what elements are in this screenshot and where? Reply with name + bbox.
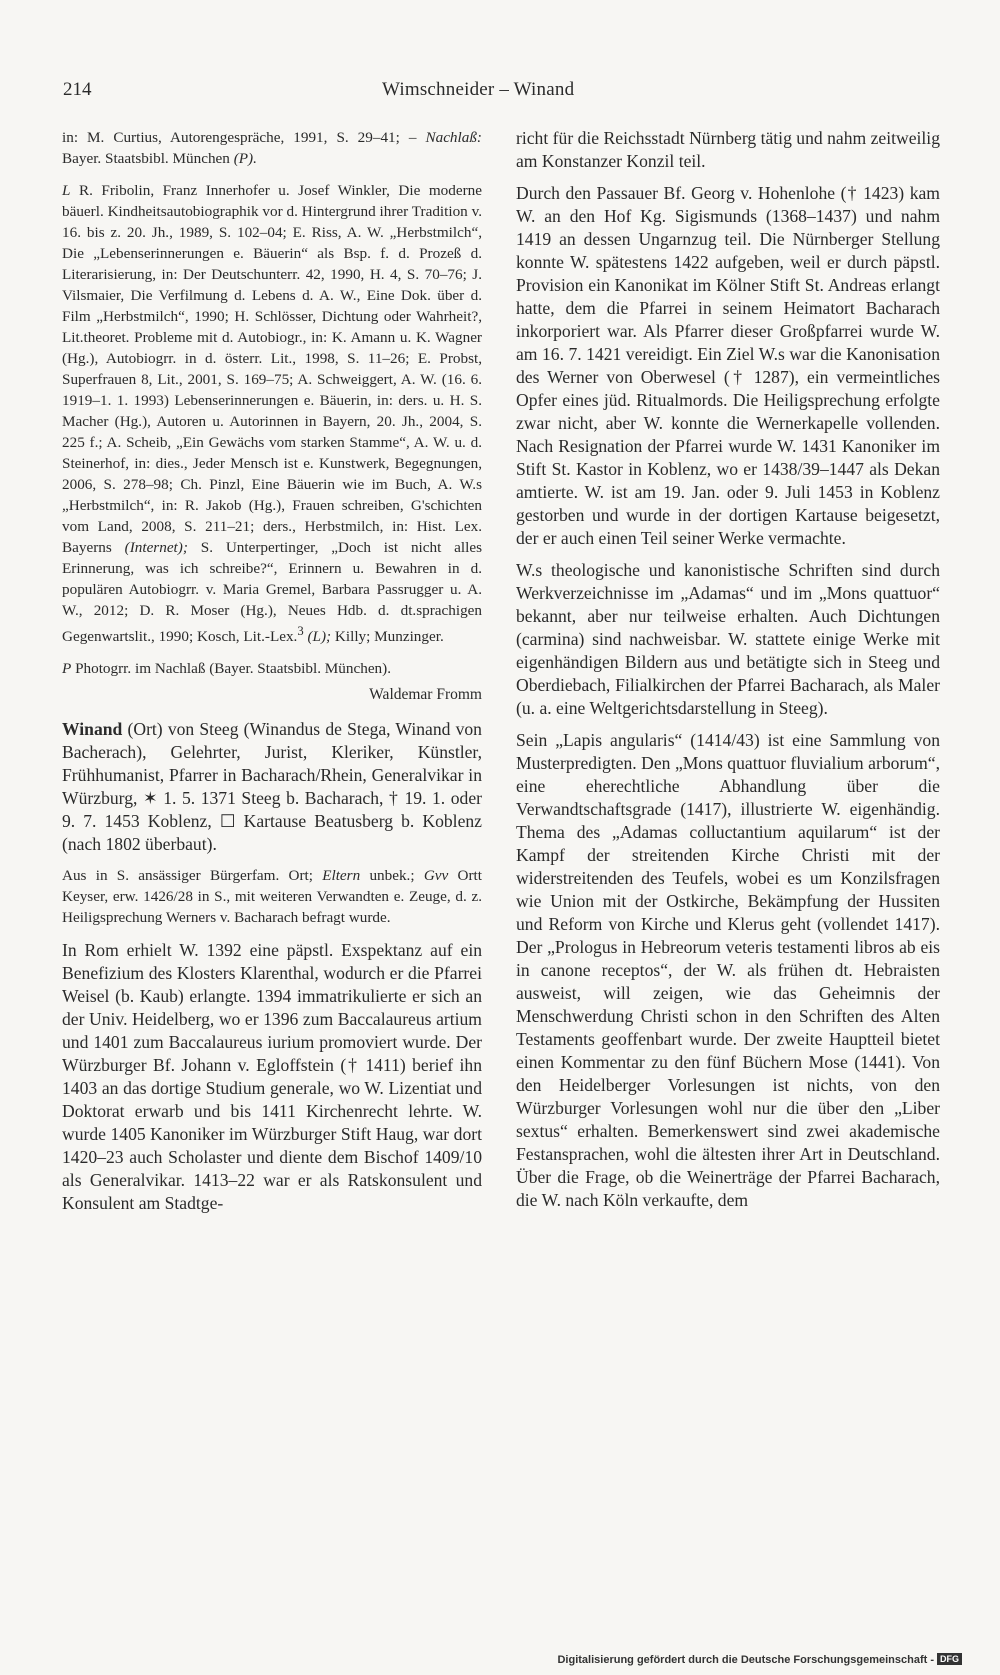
body-paragraph-4: W.s theologische und kanonistische Schriften sind durch Werkverzeichnisse im „Adamas“ und im „Mons quattuor“ bekannt, aber nur teilweise erhalten. Auch Dichtungen (carmina) sind nachweisbar. W. stattete einige Werke mit eigenhändigen Bildern aus und betätigte sich in Steeg und Oberdiebach, Filialkirchen der Pfarrei Bacharach, als Maler (u. a. eine Weltgerichtsdarstellung in Steeg). — [516, 560, 940, 718]
body-paragraph-2: richt für die Reichsstadt Nürnberg tätig und nahm zeitweilig am Konstanzer Konzil teil. — [516, 128, 940, 171]
digitization-footer — [557, 1653, 962, 1666]
literature-marker: L — [62, 182, 71, 199]
family-text-1: Aus in S. ansässiger Bürgerfam. Ort; — [62, 867, 313, 885]
dfg-logo: DFG — [937, 1653, 962, 1665]
author-signature: Waldemar Fromm — [369, 686, 482, 704]
literature-text-2: S. Unterpertinger, „Doch ist nicht alles Erinnerung, was ich schreibe?“, Erinnern u. Bewahren in d. populären Autobiogrr. v. Maria Gremel, Barbara Passrugger u. A. W., 2012; D. R. Moser (Hg.), Neues Hdb. d. dt.sprachigen Gegenwartslit., 1990; Kosch, Lit.-Lex. — [62, 539, 483, 646]
body-paragraph-1: In Rom erhielt W. 1392 eine päpstl. Exspektanz auf ein Benefizium des Klosters Klarenthal, wodurch er die Pfarrei Weisel (b. Kaub) erlangte. 1394 immatrikulierte er sich an der Univ. Heidelberg, wo er 1396 zum Baccalaureus artium und 1401 zum Baccalaureus iurium promoviert wurde. Der Würzburger Bf. Johann v. Egloffstein († 1411) berief ihn 1403 an das dortige Studium generale, wo W. Lizentiat und Doktorat erwarb und bis 1411 Kirchenrecht lehrte. W. wurde 1405 Kanoniker im Würzburger Stift Haug, war dort 1420–23 auch Scholaster und diente dem Bischof 1409/10 als Generalvikar. 1413–22 war er als Ratskonsulent und Konsulent am Stadtge- — [62, 940, 482, 1214]
literature-text-1: R. Fribolin, Franz Innerhofer u. Josef Winkler, Die moderne bäuerl. Kindheitsautobiographik vor d. Hintergrund ihrer Tradition v. 16. bis z. 20. Jh., 1989, S. 102–04; E. Riss, A. W. „Herbstmilch“, Die „Lebenserinnerungen e. Bäuerin“ als Bsp. f. d. Prozeß d. Literarisierung, in: Der Deutschunterr. 42, 1990, H. 4, S. 70–76; J. Vilsmaier, Die Verfilmung d. Lebens d. A. W., Eine Dok. über d. Film „Herbstmilch“, 1990; H. Schlösser, Dichtung oder Wahrheit?, Lit.theoret. Probleme mit d. Autobiogr., in: K. Amann u. K. Wagner (Hg.), Autobiogrr. in d. österr. Lit., 1998, S. 11–26; E. Probst, Superfrauen 8, Lit., 2001, S. 169–75; A. Schweiggert, A. W. (16. 6. 1919–1. 1. 1993) Lebenserinnerungen e. Bäuerin, in: ders. u. H. S. Macher (Hg.), Autoren u. Autorinnen in Bayern, 20. Jh., 2004, S. 225 f.; A. Scheib, „Ein Gewächs vom starken Stamme“, A. W. u. d. Steinerhof, in: dies., Jeder Mensch ist e. Kunstwerk, Begegnungen, 2006, S. 278–98; Ch. Pinzl, Eine Bäuerin wie im Buch, A. W.s „Herbstmilch“, in: R. Jakob (Hg.), Frauen schreiben, G'schichten vom Land, 2008, S. 211–21; ders., Herbstmilch, in: Hist. Lex. Bayerns — [62, 182, 482, 556]
right-column — [516, 127, 940, 1221]
photo-tag: (P). — [233, 150, 257, 167]
literature-paragraph — [62, 180, 482, 647]
family-gvv: Gvv — [423, 867, 449, 885]
left-column — [62, 127, 482, 1224]
source-text: in: M. Curtius, Autorengespräche, 1991, S. 29–41; – — [62, 129, 417, 146]
body-paragraph-5: Sein „Lapis angularis“ (1414/43) ist eine Sammlung von Musterpredigten. Den „Mons quattuor fluvialium arborum“, eine eherechtliche Abhandlung über die Verwandtschaftsgrade (1417), illustrierte W. eigenhändig. Thema des „Adamas colluctantium aquilarum“ ist der Kampf der streitenden Kirche Christi mit der widerstreitenden des Teufels, wobei es um Konzilsfragen wie Union mit der Ostkirche, Bekämpfung der Hussiten und Reform von Kirche und Klerus geht (vollendet 1417). Der „Prologus in Hebreorum veteris testamenti libros ab eis in canone receptos“, der W. als frühen dt. Hebraisten ausweist, will zeigen, wie das Geheimnis der Menschwerdung Christi schon in den Schriften des Alten Testaments geoffenbart wurde. Der zweite Hauptteil bietet einen Kommentar zu den fünf Büchern Mose (1441). Von den Heidelberger Vorlesungen ist nichts, von den Würzburger Vorlesungen wohl nur die über den „Liber sextus“ erhalten. Bemerkenswert sind zwei akademische Festansprachen, wohl die ältesten ihrer Art in Deutschland. Über die Frage, ob die Weinerträge der Pfarrei Bacharach, die W. nach Köln verkaufte, dem — [516, 730, 940, 1210]
nachlass-text: Bayer. Staatsbibl. München — [62, 150, 230, 167]
literature-superscript: 3 — [297, 624, 304, 638]
entry-headword: Winand — [62, 719, 123, 740]
page-number: 214 — [63, 79, 92, 100]
literature-l-tag: (L); — [307, 628, 332, 646]
nachlass-label: Nachlaß: — [425, 129, 482, 146]
photo-paragraph — [62, 658, 482, 679]
footer-text: Digitalisierung gefördert durch die Deutsche Forschungsgemeinschaft - — [557, 1654, 934, 1666]
running-head: Wimschneider – Winand — [382, 79, 575, 100]
body-paragraph-3: Durch den Passauer Bf. Georg v. Hohenlohe († 1423) kam W. an den Hof Kg. Sigismunds (1368–1437) und nahm 1419 an dessen Ungarnzug teil. Die Nürnberger Stellung konnte W. spätestens 1422 aufgeben, weil er durch päpstl. Provision ein Kanonikat im Kölner Stift St. Andreas erlangt hatte, dem die Pfarrei in seinem Heimatort Bacharach inkorporiert war. Als Pfarrer dieser Großpfarrei wurde W. am 16. 7. 1421 vereidigt. Ein Ziel W.s war die Kanonisation des Werner von Oberwesel († 1287), ein vermeintliches Opfer eines jüd. Ritualmords. Die Heiligsprechung erfolgte zwar nicht, aber W. konnte die Wernerkapelle vollenden. Nach Resignation der Pfarrei wurde W. 1431 Kanoniker im Stift St. Kastor in Koblenz, wo er 1438/39–1447 als Dekan amtierte. W. ist am 19. Jan. oder 9. Juli 1453 in Koblenz gestorben und wurde in der dortigen Kartause beigesetzt, der er auch einen Teil seiner Werke vermachte. — [516, 183, 940, 548]
entry-lemma-text: (Ort) von Steeg (Winandus de Stega, Winand von Bacherach), Gelehrter, Jurist, Kleriker, Künstler, Frühhumanist, Pfarrer in Bacharach/Rhein, Generalvikar in Würzburg, ✶ 1. 5. 1371 Steeg b. Bacharach, † 19. 1. oder 9. 7. 1453 Koblenz, ☐ Kartause Beatusberg b. Koblenz (nach 1802 überbaut). — [62, 719, 482, 855]
literature-text-3: Killy; Munzinger. — [334, 628, 444, 646]
family-eltern: Eltern — [322, 867, 361, 885]
family-text-2: unbek.; — [369, 867, 415, 885]
family-text-3: Ortt Keyser, erw. 1426/28 in S., mit weiteren Verwandten e. Zeuge, d. z. Heiligsprechung Werners v. Bacharach befragt wurde. — [62, 867, 482, 927]
entry-lemma — [62, 718, 482, 856]
family-paragraph — [62, 865, 482, 928]
literature-internet: (Internet); — [124, 539, 188, 556]
photo-text: Photogrr. im Nachlaß (Bayer. Staatsbibl. München). — [75, 660, 392, 678]
source-paragraph — [62, 127, 482, 169]
photo-marker: P — [62, 660, 72, 678]
